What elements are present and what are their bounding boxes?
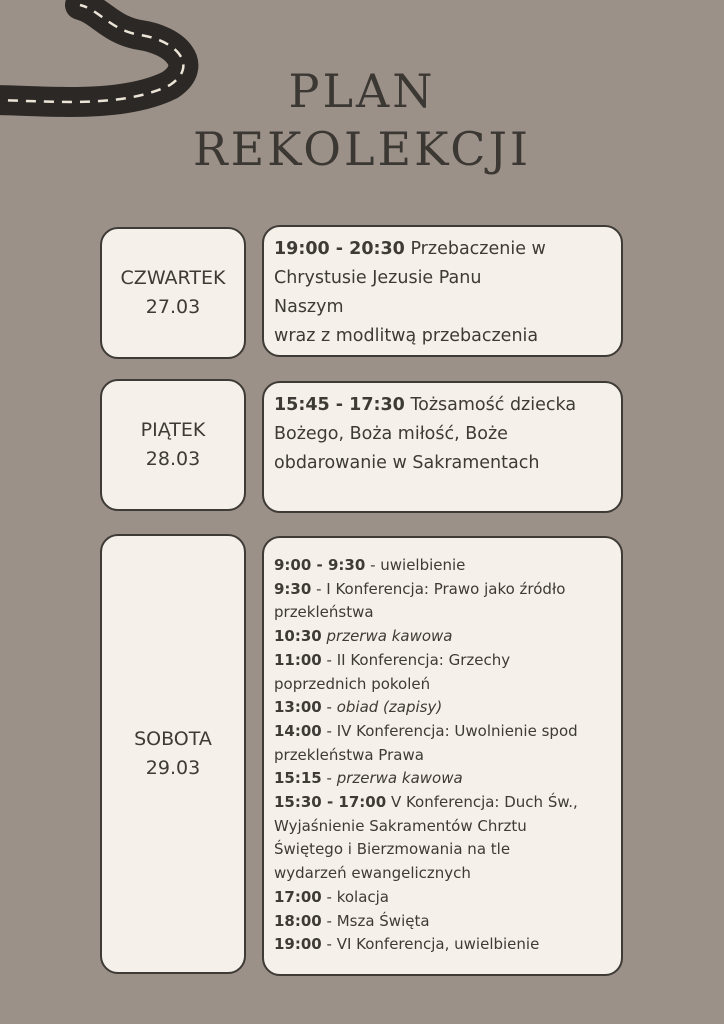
day-box-saturday [100, 534, 246, 974]
schedule-time: 15:30 - 17:00 [274, 793, 387, 812]
schedule-line [274, 554, 611, 578]
schedule-time: 18:00 [274, 911, 322, 930]
schedule-text: - I Konferencja: Prawo jako źródło [311, 579, 566, 598]
day-date: 27.03 [145, 296, 201, 318]
event-time: 19:00 - 20:30 [274, 239, 405, 259]
title-line-1: PLAN [288, 64, 436, 118]
page-title [0, 62, 724, 178]
day-name: PIĄTEK [140, 419, 206, 441]
schedule-line [274, 625, 611, 649]
schedule-line: przekleństwa [274, 603, 374, 622]
event-time: 15:45 - 17:30 [274, 395, 405, 415]
schedule-line [274, 886, 611, 910]
schedule-line [274, 720, 611, 744]
schedule-text: - kolacja [321, 887, 389, 906]
schedule-line: Wyjaśnienie Sakramentów Chrztu [274, 816, 527, 835]
schedule-box-saturday [262, 536, 623, 976]
event-text: Przebaczenie w [410, 239, 546, 259]
schedule-time: 17:00 [274, 887, 322, 906]
schedule-time: 11:00 [274, 650, 322, 669]
schedule-text-italic: przerwa kawowa [321, 627, 453, 646]
schedule-text: V Konferencja: Duch Św., [386, 793, 578, 812]
schedule-line [274, 649, 611, 673]
schedule-line [274, 933, 611, 957]
event-box-friday [262, 381, 623, 513]
day-name: CZWARTEK [120, 267, 226, 289]
title-line-2: REKOLEKCJI [192, 122, 532, 176]
day-box-thursday [100, 227, 246, 359]
day-date: 29.03 [145, 757, 201, 779]
day-date: 28.03 [145, 448, 201, 470]
schedule-text: - Msza Święta [321, 911, 430, 930]
schedule-time: 15:15 [274, 769, 322, 788]
schedule-line: przekleństwa Prawa [274, 745, 424, 764]
schedule-text: - [321, 698, 337, 717]
schedule-line [274, 910, 611, 934]
event-text: Tożsamość dziecka [410, 395, 577, 415]
schedule-text: - [321, 769, 337, 788]
schedule-time: 9:00 - 9:30 [274, 556, 366, 574]
event-line [274, 235, 611, 264]
schedule-line: Świętego i Bierzmowania na tle [274, 840, 511, 859]
schedule-time: 10:30 [274, 627, 322, 646]
schedule-time: 19:00 [274, 935, 322, 954]
event-line: Naszym [274, 297, 344, 317]
schedule-line [274, 767, 611, 791]
event-box-thursday [262, 225, 623, 357]
event-line: obdarowanie w Sakramentach [274, 453, 540, 473]
schedule-text: - VI Konferencja, uwielbienie [321, 935, 540, 954]
event-line: wraz z modlitwą przebaczenia [274, 326, 539, 346]
schedule-line: wydarzeń ewangelicznych [274, 864, 471, 883]
day-name: SOBOTA [134, 728, 212, 750]
schedule-line [274, 696, 611, 720]
schedule-line [274, 791, 611, 815]
schedule-text-italic: przerwa kawowa [336, 769, 463, 788]
schedule-text: - IV Konferencja: Uwolnienie spod [321, 721, 578, 740]
schedule-text: - uwielbienie [365, 556, 466, 574]
event-line: Chrystusie Jezusie Panu [274, 268, 482, 288]
schedule-time: 13:00 [274, 698, 322, 717]
schedule-text-italic: obiad (zapisy) [336, 698, 443, 717]
schedule-time: 9:30 [274, 579, 312, 598]
event-line [274, 391, 611, 420]
schedule-line: poprzednich pokoleń [274, 674, 431, 693]
schedule-time: 14:00 [274, 721, 322, 740]
schedule-text: - II Konferencja: Grzechy [321, 650, 511, 669]
day-box-friday [100, 379, 246, 511]
event-line: Bożego, Boża miłość, Boże [274, 424, 508, 444]
schedule-line [274, 578, 611, 602]
